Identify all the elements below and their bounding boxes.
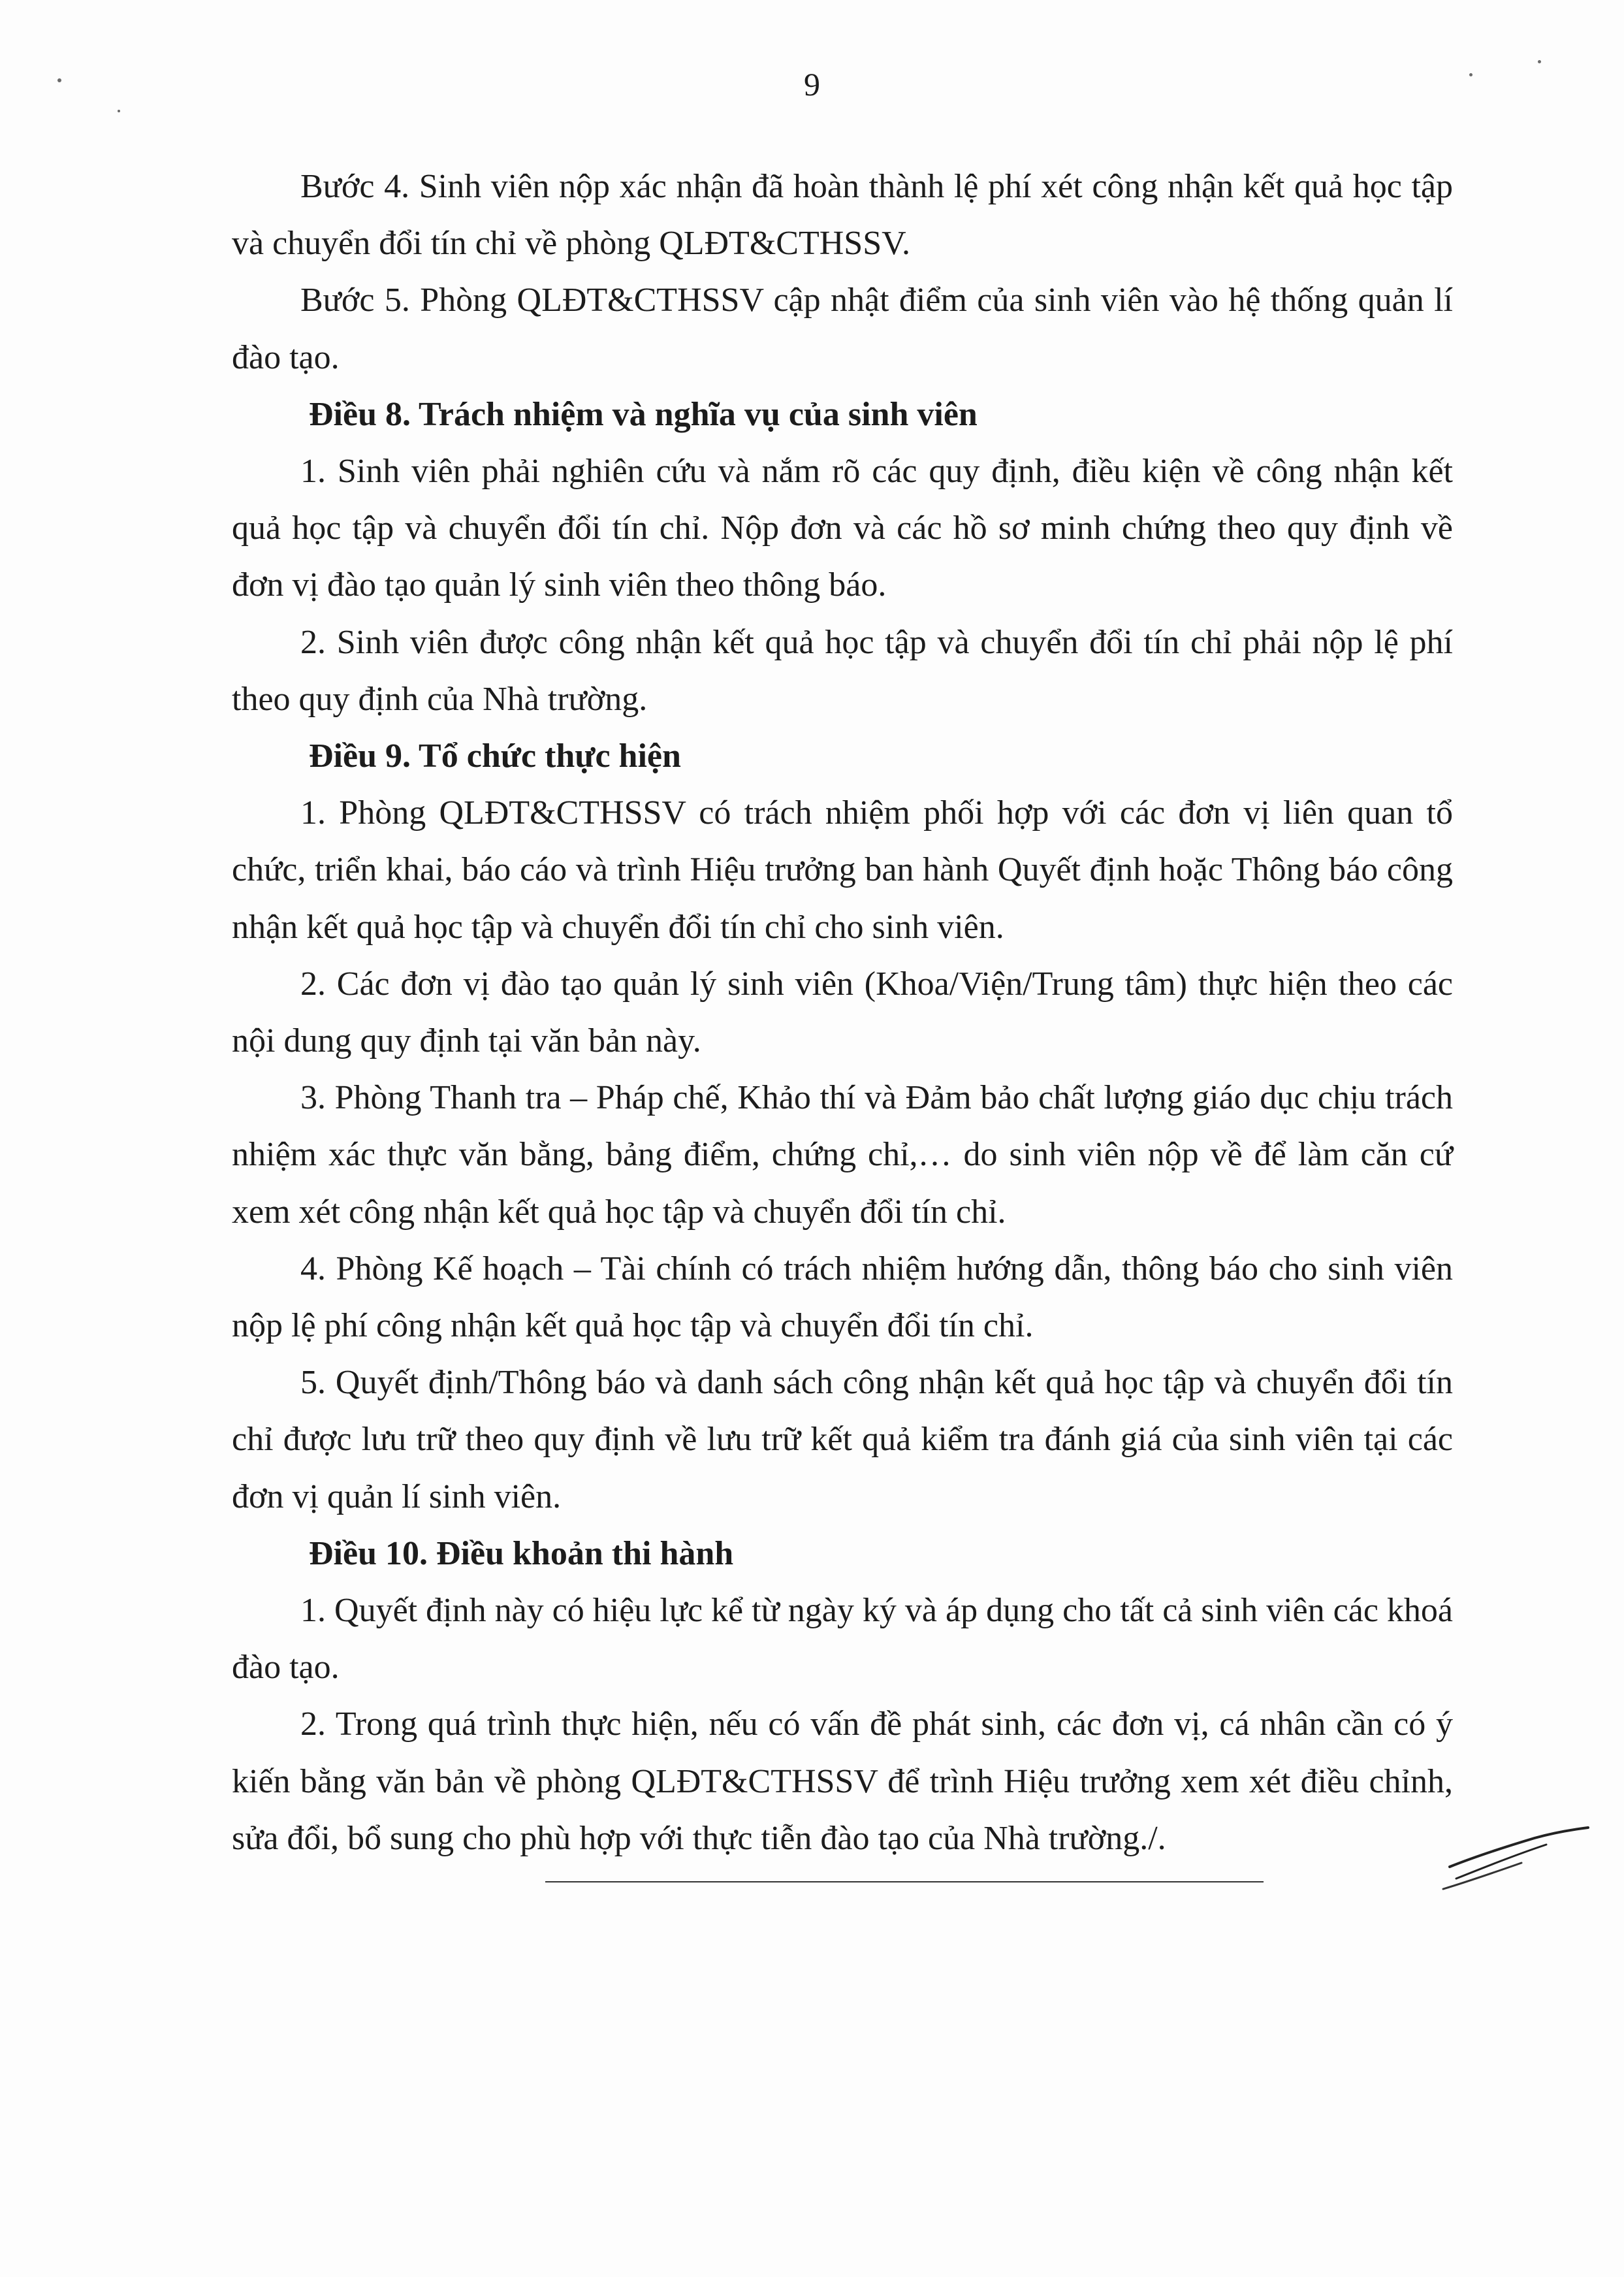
- scan-speck: [57, 78, 61, 82]
- paragraph-article-8-clause-2: 2. Sinh viên được công nhận kết quả học tập và chuyển đổi tín chỉ phải nộp lệ phí theo quy định của Nhà trường.: [232, 623, 1453, 718]
- paragraph-step-5: Bước 5. Phòng QLĐT&CTHSSV cập nhật điểm của sinh viên vào hệ thống quản lí đào tạo.: [232, 282, 1453, 376]
- paragraph-article-9-clause-1: 1. Phòng QLĐT&CTHSSV có trách nhiệm phối hợp với các đơn vị liên quan tổ chức, triển khai, báo cáo và trình Hiệu trưởng ban hành Quyết định hoặc Thông báo công nhận kết quả học tập và chuyển đổi tín chỉ cho sinh viên.: [232, 794, 1453, 946]
- scan-speck: [118, 110, 120, 112]
- paragraph-article-10-clause-1: 1. Quyết định này có hiệu lực kể từ ngày ký và áp dụng cho tất cả sinh viên các khoá đào tạo.: [232, 1592, 1453, 1687]
- heading-article-10: Điều 10. Điều khoản thi hành: [309, 1534, 734, 1572]
- paragraph-article-9-clause-3: 3. Phòng Thanh tra – Pháp chế, Khảo thí và Đảm bảo chất lượng giáo dục chịu trách nhiệm xác thực văn bằng, bảng điểm, chứng chỉ,… do sinh viên nộp về để làm căn cứ xem xét công nhận kết quả học tập và chuyển đổi tín chỉ.: [232, 1079, 1453, 1231]
- document-body: [232, 158, 1453, 1867]
- initial-mark: [1437, 1816, 1593, 1894]
- closing-divider: [545, 1881, 1264, 1882]
- paragraph-article-8-clause-1: 1. Sinh viên phải nghiên cứu và nắm rõ các quy định, điều kiện về công nhận kết quả học tập và chuyển đổi tín chỉ. Nộp đơn và các hồ sơ minh chứng theo quy định về đơn vị đào tạo quản lý sinh viên theo thông báo.: [232, 453, 1453, 604]
- paragraph-article-10-clause-2: 2. Trong quá trình thực hiện, nếu có vấn đề phát sinh, các đơn vị, cá nhân cần có ý kiến bằng văn bản về phòng QLĐT&CTHSSV để trình Hiệu trưởng xem xét điều chỉnh, sửa đổi, bổ sung cho phù hợp với thực tiễn đào tạo của Nhà trường./.: [232, 1705, 1453, 1857]
- paragraph-article-9-clause-4: 4. Phòng Kế hoạch – Tài chính có trách nhiệm hướng dẫn, thông báo cho sinh viên nộp lệ phí công nhận kết quả học tập và chuyển đổi tín chỉ.: [232, 1250, 1453, 1345]
- paragraph-article-9-clause-2: 2. Các đơn vị đào tạo quản lý sinh viên (Khoa/Viện/Trung tâm) thực hiện theo các nội dung quy định tại văn bản này.: [232, 965, 1453, 1060]
- scan-speck: [1469, 73, 1473, 76]
- page-number: 9: [804, 66, 820, 103]
- heading-article-9: Điều 9. Tổ chức thực hiện: [309, 737, 681, 775]
- scan-speck: [1538, 60, 1541, 63]
- heading-article-8: Điều 8. Trách nhiệm và nghĩa vụ của sinh viên: [309, 395, 978, 433]
- paragraph-article-9-clause-5: 5. Quyết định/Thông báo và danh sách công nhận kết quả học tập và chuyển đổi tín chỉ được lưu trữ theo quy định về lưu trữ kết quả kiểm tra đánh giá của sinh viên tại các đơn vị quản lí sinh viên.: [232, 1364, 1453, 1515]
- paragraph-step-4: Bước 4. Sinh viên nộp xác nhận đã hoàn thành lệ phí xét công nhận kết quả học tập và chuyển đổi tín chỉ về phòng QLĐT&CTHSSV.: [232, 168, 1453, 263]
